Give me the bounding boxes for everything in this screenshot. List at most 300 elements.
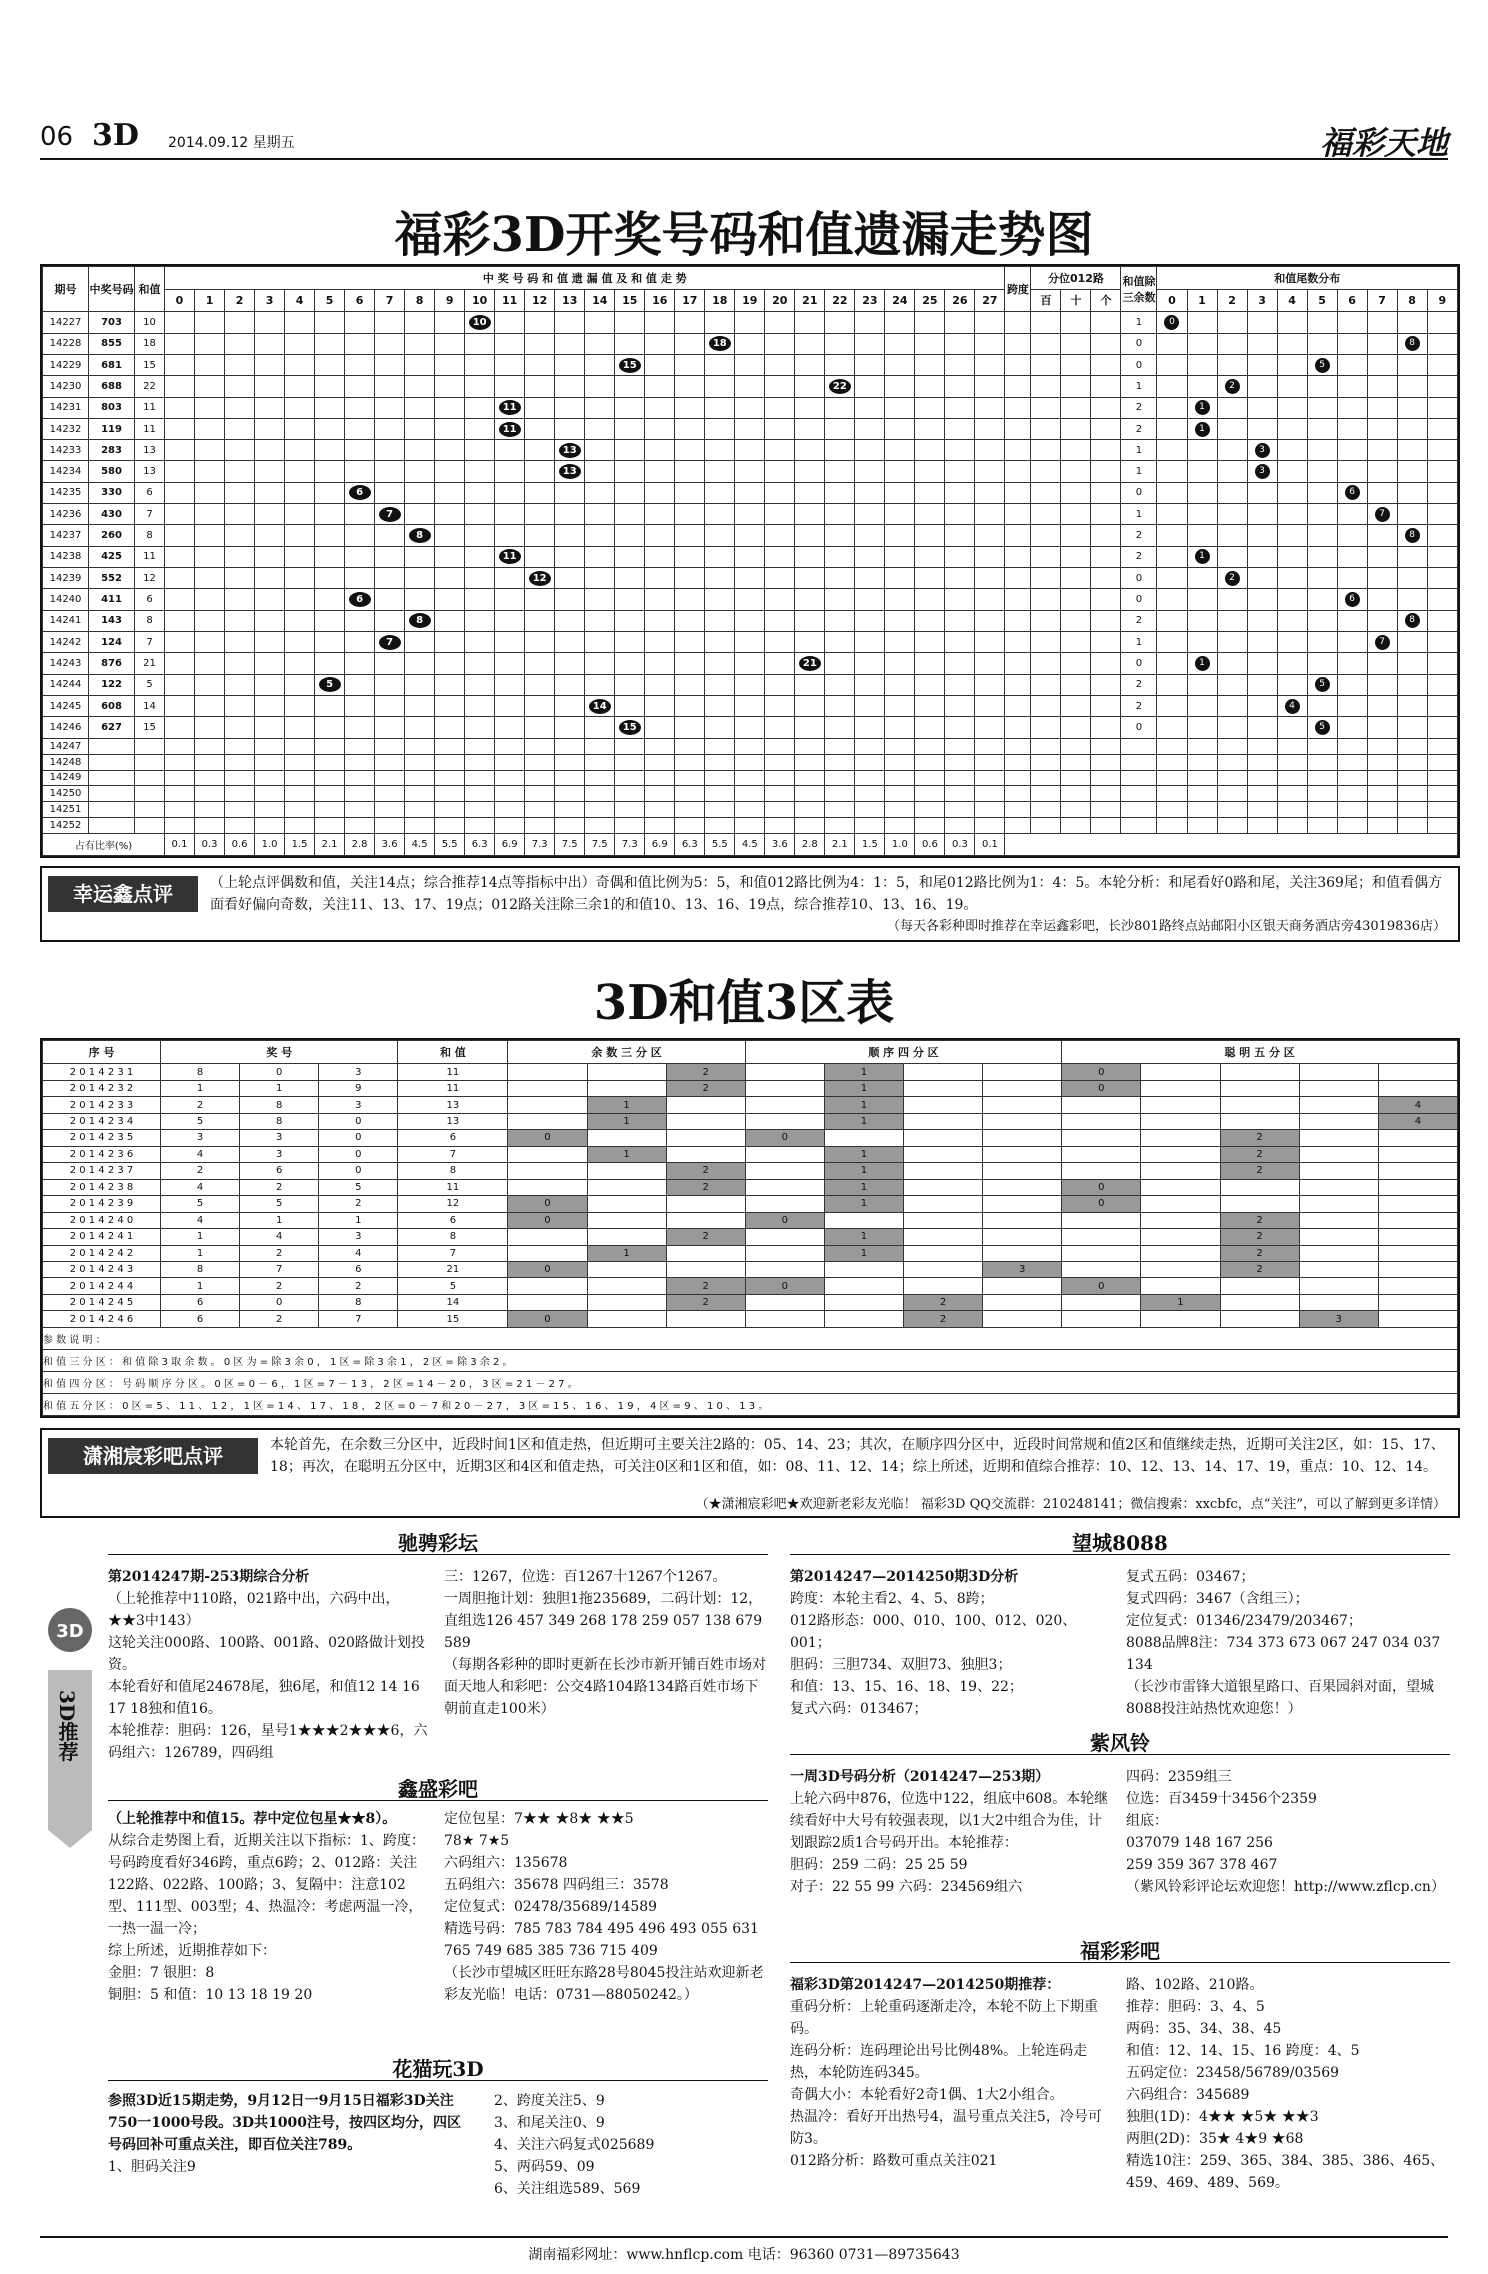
forum-line: （长沙市雷锋大道银星路口、百果园斜对面，望城8088投注站热忱欢迎您！）: [1126, 1679, 1434, 1717]
sum-dist-cell: [945, 786, 975, 802]
sum-dist-cell: [855, 376, 885, 397]
tail-dist-cell: [1247, 717, 1277, 738]
sum-dist-cell: [255, 482, 285, 503]
sum-dist-cell: [945, 610, 975, 631]
sum-cell: 11: [135, 418, 165, 439]
sum-dist-cell: [705, 546, 735, 567]
sum-dist-cell: [405, 312, 435, 333]
sum-dist-cell: [225, 695, 255, 716]
sum-dist-cell: [345, 354, 375, 375]
road-cell: [1031, 312, 1061, 333]
tail-dist-cell: [1367, 440, 1397, 461]
tail-dist-cell: [1307, 525, 1337, 546]
sum-dist-cell: [465, 354, 495, 375]
smart5-zone-cell: [1299, 1113, 1378, 1129]
sum-dist-cell: [195, 333, 225, 354]
sum-dist-cell: [195, 461, 225, 482]
rem3-zone-cell: [587, 1278, 666, 1294]
table-row: [43, 754, 1458, 770]
sum-dist-cell: [795, 376, 825, 397]
digit-cell: 2: [161, 1097, 240, 1113]
sum-dist-cell: [165, 333, 195, 354]
tail-dist-cell: [1337, 674, 1367, 695]
col-period: 期号: [43, 267, 89, 312]
table-row: [43, 397, 1458, 418]
sum-cell: 14: [135, 695, 165, 716]
digit-cell: 1: [240, 1080, 319, 1096]
rem3-zone-cell: [587, 1311, 666, 1327]
sum-dist-cell: [705, 440, 735, 461]
tail-dist-cell: [1397, 674, 1427, 695]
table-row: [43, 482, 1458, 503]
sum-dist-cell: [615, 525, 645, 546]
sum-dist-cell: [435, 653, 465, 674]
sum-dist-cell: [615, 504, 645, 525]
zone-row: [43, 1163, 1458, 1179]
smart5-zone-cell: [1378, 1294, 1457, 1310]
smart5-zone-cell: 0: [1062, 1196, 1141, 1212]
sum-dist-cell: [435, 418, 465, 439]
road-cell: [1091, 674, 1121, 695]
sum-dist-cell: [645, 738, 675, 754]
sum-dist-cell: [165, 397, 195, 418]
sum-dist-cell: [705, 354, 735, 375]
digit-cell: 1: [319, 1212, 398, 1228]
tail-dist-cell: [1247, 440, 1277, 461]
forum-line: 4、关注六码复式025689: [494, 2137, 655, 2153]
sum-dist-cell: [945, 568, 975, 589]
sum-col-label: 13: [555, 289, 585, 312]
seq4-zone-cell: [983, 1113, 1062, 1129]
sum-dist-cell: [675, 589, 705, 610]
seq4-zone-cell: [983, 1196, 1062, 1212]
road-cell: [1061, 802, 1091, 818]
sum-dist-cell: [195, 610, 225, 631]
smart5-zone-cell: 4: [1378, 1113, 1457, 1129]
ratio-cell: 1.5: [855, 834, 885, 856]
seq4-zone-cell: [904, 1097, 983, 1113]
road-cell: [1061, 818, 1091, 834]
digit-cell: 0: [319, 1146, 398, 1162]
rem3-zone-cell: 1: [587, 1245, 666, 1261]
sum-dist-cell: [855, 504, 885, 525]
seq4-zone-cell: [904, 1196, 983, 1212]
sum-dist-cell: [615, 333, 645, 354]
sum-dist-cell: [435, 770, 465, 786]
sum-dist-cell: [645, 786, 675, 802]
smart5-zone-cell: [1141, 1179, 1220, 1195]
sum-dist-cell: [765, 738, 795, 754]
sum-dist-cell: [585, 695, 615, 716]
tail-dist-cell: [1367, 631, 1397, 652]
sum-col-label: 25: [915, 289, 945, 312]
tail-dist-cell: [1157, 440, 1187, 461]
seq4-zone-cell: 1: [824, 1163, 903, 1179]
seq4-zone-cell: [824, 1294, 903, 1310]
sum-dist-cell: [165, 738, 195, 754]
sum-dist-cell: [165, 786, 195, 802]
sum-dist-cell: [285, 770, 315, 786]
tail-dist-cell: [1187, 717, 1217, 738]
tail-dist-cell: [1217, 376, 1247, 397]
sum-dist-cell: [795, 546, 825, 567]
sum-dist-cell: [825, 631, 855, 652]
seq4-zone-cell: 1: [824, 1245, 903, 1261]
sum-dist-cell: [165, 312, 195, 333]
tail-dist-cell: [1247, 312, 1277, 333]
sum-dist-cell: [645, 631, 675, 652]
ratio-cell: 0.6: [915, 834, 945, 856]
sum-dist-cell: [915, 525, 945, 546]
svg-text:3D: 3D: [56, 1621, 84, 1642]
tail-ball: 5: [1315, 677, 1330, 692]
sum-dist-cell: [465, 461, 495, 482]
forum-title: 花猫玩3D: [108, 2058, 768, 2081]
zone-row: [43, 1245, 1458, 1261]
tail-dist-cell: [1307, 653, 1337, 674]
winning-number-cell: 803: [89, 397, 135, 418]
seq4-zone-cell: [904, 1113, 983, 1129]
tail-dist-cell: [1157, 589, 1187, 610]
rem3-zone-cell: [666, 1245, 745, 1261]
sum-dist-cell: [945, 504, 975, 525]
sum-dist-cell: [765, 802, 795, 818]
winning-number-cell: [89, 818, 135, 834]
road-cell: [1061, 770, 1091, 786]
sum-dist-cell: [615, 312, 645, 333]
tail-dist-cell: [1427, 802, 1457, 818]
tail-dist-cell: [1277, 631, 1307, 652]
tail-dist-cell: [1367, 802, 1397, 818]
sum-dist-cell: [975, 786, 1005, 802]
ratio-cell: 7.3: [615, 834, 645, 856]
digit-cell: 4: [161, 1146, 240, 1162]
table-row: [43, 440, 1458, 461]
seq4-zone-cell: [824, 1212, 903, 1228]
sum-cell: 6: [135, 589, 165, 610]
ratio-cell: 1.5: [285, 834, 315, 856]
sum-dist-cell: [465, 376, 495, 397]
forum-line: 福彩3D第2014247—2014250期推荐：: [790, 1977, 1061, 1993]
smart5-zone-cell: [1299, 1064, 1378, 1080]
smart5-zone-cell: 2: [1220, 1245, 1299, 1261]
sum-dist-cell: [915, 754, 945, 770]
sum-dist-cell: [885, 818, 915, 834]
sum-dist-cell: [285, 568, 315, 589]
smart5-zone-cell: [1141, 1278, 1220, 1294]
tail-dist-cell: [1427, 589, 1457, 610]
digit-cell: 2: [161, 1163, 240, 1179]
sum-dist-cell: [825, 312, 855, 333]
sum-dist-cell: [495, 717, 525, 738]
sum-dist-cell: [195, 802, 225, 818]
sum-dist-cell: [795, 461, 825, 482]
col-tail: 和值尾数分布: [1157, 267, 1458, 290]
sum-dist-cell: [495, 312, 525, 333]
note-row: [43, 1393, 1458, 1415]
rem3-zone-cell: [508, 1163, 587, 1179]
table-row: [43, 738, 1458, 754]
seq4-zone-cell: [983, 1130, 1062, 1146]
sum-dist-cell: [375, 786, 405, 802]
forum-line: 参照3D近15期走势，9月12日一9月15日福彩3D关注750一1000号段。3D共1000注号，按四区均分，四区号码回补可重点关注，即百位关注789。: [108, 2093, 462, 2153]
tail-dist-cell: [1337, 695, 1367, 716]
sum-ball: 11: [499, 422, 521, 437]
rem3-zone-cell: 0: [508, 1311, 587, 1327]
table-row: [43, 376, 1458, 397]
span-cell: [1005, 312, 1031, 333]
zone-row: [43, 1278, 1458, 1294]
tail-dist-cell: [1157, 397, 1187, 418]
sum-dist-cell: [345, 440, 375, 461]
rem3-zone-cell: 2: [666, 1163, 745, 1179]
seq4-zone-cell: [983, 1294, 1062, 1310]
tail-dist-cell: [1247, 504, 1277, 525]
tail-ball: 2: [1225, 571, 1240, 586]
sum-dist-cell: [285, 376, 315, 397]
sum-dist-cell: [495, 818, 525, 834]
sum-dist-cell: [555, 354, 585, 375]
sum-dist-cell: [195, 589, 225, 610]
forum-line: 连码分析：连码理论出号比例48%。上轮连码走热，本轮防连码345。: [790, 2043, 1088, 2081]
sum-dist-cell: [165, 440, 195, 461]
sum-dist-cell: [555, 546, 585, 567]
sum-dist-cell: [465, 653, 495, 674]
sum-dist-cell: [705, 674, 735, 695]
road-cell: [1061, 461, 1091, 482]
sum-dist-cell: [315, 354, 345, 375]
tail-dist-cell: [1247, 354, 1277, 375]
tail-dist-cell: [1397, 312, 1427, 333]
smart5-zone-cell: [1220, 1294, 1299, 1310]
forum-line: 跨度：本轮主看2、4、5、8跨；: [790, 1591, 994, 1607]
tail-dist-cell: [1217, 818, 1247, 834]
table-row: [43, 333, 1458, 354]
sum-dist-cell: [465, 504, 495, 525]
road-cell: [1061, 568, 1091, 589]
tail-dist-cell: [1367, 653, 1397, 674]
road-cell: [1091, 312, 1121, 333]
road-cell: [1061, 754, 1091, 770]
sum-dist-cell: [975, 312, 1005, 333]
sum-col-label: 21: [795, 289, 825, 312]
tail-dist-cell: [1337, 589, 1367, 610]
sum-dist-cell: [225, 418, 255, 439]
sum-dist-cell: [375, 312, 405, 333]
sum-dist-cell: [615, 440, 645, 461]
sum-dist-cell: [795, 397, 825, 418]
sum-dist-cell: [225, 397, 255, 418]
sum-dist-cell: [885, 525, 915, 546]
sum-dist-cell: [285, 610, 315, 631]
sum-dist-cell: [975, 674, 1005, 695]
table-row: [43, 461, 1458, 482]
sum-dist-cell: [495, 802, 525, 818]
sum-dist-cell: [735, 717, 765, 738]
sum-dist-cell: [735, 695, 765, 716]
table-row: [43, 418, 1458, 439]
sum-ball: 12: [529, 571, 551, 586]
sum-dist-cell: [885, 786, 915, 802]
sum-dist-cell: [345, 589, 375, 610]
tail-dist-cell: [1277, 770, 1307, 786]
zone-row: [43, 1064, 1458, 1080]
sum-dist-cell: [495, 440, 525, 461]
road-cell: [1061, 504, 1091, 525]
road-cell: [1031, 397, 1061, 418]
sum-dist-cell: [345, 610, 375, 631]
sum-dist-cell: [615, 418, 645, 439]
sum-dist-cell: [165, 695, 195, 716]
serial-cell: 2 0 1 4 2 3 5: [43, 1130, 161, 1146]
digit-cell: 5: [161, 1196, 240, 1212]
forum-line: 259 359 367 378 467: [1126, 1857, 1278, 1873]
sum-ball: 6: [349, 485, 371, 500]
tail-dist-cell: [1307, 770, 1337, 786]
tail-col-label: 4: [1277, 289, 1307, 312]
sum-dist-cell: [435, 546, 465, 567]
sum-dist-cell: [555, 653, 585, 674]
zone-row: [43, 1130, 1458, 1146]
ratio-cell: 0.1: [165, 834, 195, 856]
tail-dist-cell: [1337, 631, 1367, 652]
sum-dist-cell: [585, 397, 615, 418]
road-cell: [1061, 589, 1091, 610]
tail-dist-cell: [1307, 818, 1337, 834]
digit-cell: 8: [161, 1064, 240, 1080]
sum-dist-cell: [225, 546, 255, 567]
comment-box-2: [40, 1428, 1460, 1518]
sum-col-label: 19: [735, 289, 765, 312]
sum-dist-cell: [705, 770, 735, 786]
sum-cell: 7: [135, 504, 165, 525]
sum-dist-cell: [915, 802, 945, 818]
winning-number-cell: 283: [89, 440, 135, 461]
sum-dist-cell: [225, 653, 255, 674]
sum-dist-cell: [705, 818, 735, 834]
sum-dist-cell: [975, 525, 1005, 546]
forum-fucai-right: [1126, 1974, 1450, 2194]
sum-dist-cell: [465, 482, 495, 503]
sum-dist-cell: [465, 312, 495, 333]
sum-dist-cell: [255, 568, 285, 589]
sum-dist-cell: [555, 461, 585, 482]
sum-cell: 6: [135, 482, 165, 503]
seq4-zone-cell: [904, 1146, 983, 1162]
sum-dist-cell: [765, 568, 795, 589]
forum-line: 和值：12、14、15、16 跨度：4、5: [1126, 2043, 1360, 2059]
road-cell: [1091, 610, 1121, 631]
smart5-zone-cell: 0: [1062, 1064, 1141, 1080]
rem3-zone-cell: [587, 1130, 666, 1146]
sum-dist-cell: [525, 653, 555, 674]
sum-dist-cell: [225, 504, 255, 525]
digit-cell: 2: [240, 1311, 319, 1327]
digit-cell: 3: [240, 1130, 319, 1146]
sum-dist-cell: [945, 482, 975, 503]
ratio-cell: 0.1: [975, 834, 1005, 856]
tail-dist-cell: [1367, 786, 1397, 802]
tail-dist-cell: [1397, 354, 1427, 375]
sum-dist-cell: [585, 754, 615, 770]
sum-dist-cell: [555, 802, 585, 818]
tail-dist-cell: [1367, 754, 1397, 770]
tail-dist-cell: [1157, 674, 1187, 695]
forum-line: 78★ 7★5: [444, 1833, 510, 1849]
sum-dist-cell: [675, 440, 705, 461]
tail-dist-cell: [1187, 568, 1217, 589]
sum-dist-cell: [525, 610, 555, 631]
sum-dist-cell: [435, 525, 465, 546]
rem3-zone-cell: [587, 1179, 666, 1195]
tail-dist-cell: [1277, 786, 1307, 802]
sum-dist-cell: [975, 397, 1005, 418]
tail-dist-cell: [1277, 738, 1307, 754]
tail-dist-cell: [1157, 568, 1187, 589]
tail-dist-cell: [1247, 786, 1277, 802]
sum-dist-cell: [825, 461, 855, 482]
sum-dist-cell: [645, 440, 675, 461]
rem3-cell: [1121, 770, 1157, 786]
tail-dist-cell: [1397, 738, 1427, 754]
sum-dist-cell: [225, 482, 255, 503]
forum-huamao-left: [108, 2090, 468, 2178]
sum-dist-cell: [255, 376, 285, 397]
sum-dist-cell: [855, 653, 885, 674]
sum-dist-cell: [765, 312, 795, 333]
sum-dist-cell: [225, 631, 255, 652]
sum-dist-cell: [945, 418, 975, 439]
seq4-zone-cell: [904, 1245, 983, 1261]
digit-cell: 0: [319, 1130, 398, 1146]
road-cell: [1031, 610, 1061, 631]
tail-dist-cell: [1307, 440, 1337, 461]
smart5-zone-cell: [1141, 1311, 1220, 1327]
sum-ball: 8: [409, 528, 431, 543]
tail-dist-cell: [1367, 461, 1397, 482]
sum-dist-cell: [315, 568, 345, 589]
sum-dist-cell: [645, 610, 675, 631]
sum-cell: 11: [135, 397, 165, 418]
sum-dist-cell: [825, 754, 855, 770]
sum-dist-cell: [765, 818, 795, 834]
sum-dist-cell: [825, 653, 855, 674]
sum-dist-cell: [525, 695, 555, 716]
serial-cell: 2 0 1 4 2 3 6: [43, 1146, 161, 1162]
forum-line: 综上所述，近期推荐如下：: [108, 1943, 276, 1959]
sum-dist-cell: [645, 418, 675, 439]
rem3-zone-cell: [508, 1064, 587, 1080]
sum-dist-cell: [315, 376, 345, 397]
tail-dist-cell: [1427, 525, 1457, 546]
tail-ball: 1: [1195, 549, 1210, 564]
road-cell: [1061, 354, 1091, 375]
sum-dist-cell: [585, 568, 615, 589]
sum-dist-cell: [315, 418, 345, 439]
tail-dist-cell: [1337, 754, 1367, 770]
sum-dist-cell: [795, 786, 825, 802]
tail-dist-cell: [1427, 461, 1457, 482]
rem3-zone-cell: [508, 1278, 587, 1294]
sum-dist-cell: [165, 546, 195, 567]
sum-dist-cell: [675, 418, 705, 439]
seq4-zone-cell: [904, 1163, 983, 1179]
tail-dist-cell: [1247, 754, 1277, 770]
tail-dist-cell: [1217, 333, 1247, 354]
sum-cell: 11: [398, 1080, 508, 1096]
road-cell: [1091, 589, 1121, 610]
sum-dist-cell: [435, 312, 465, 333]
